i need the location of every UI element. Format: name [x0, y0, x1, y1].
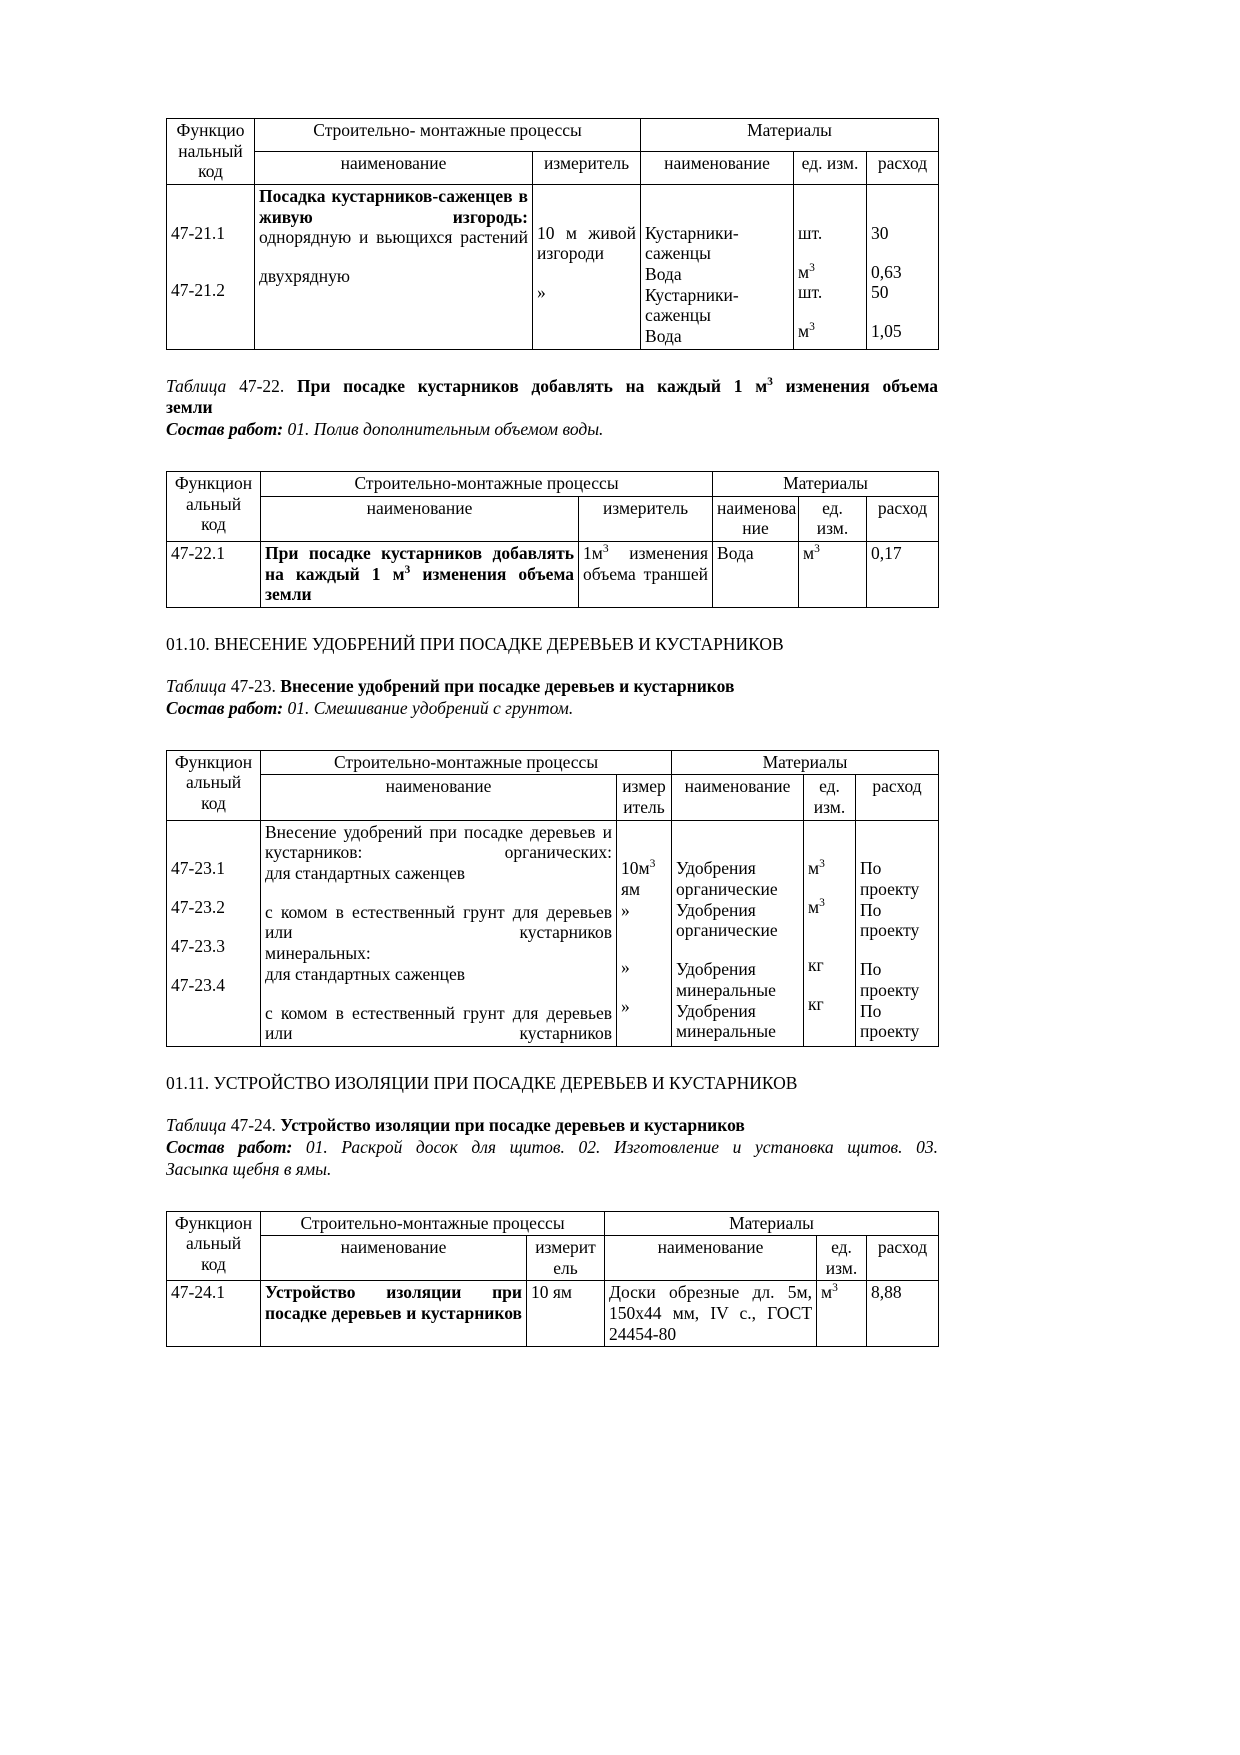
header-materials: Материалы [605, 1211, 939, 1236]
works-label: Состав работ: [166, 419, 284, 440]
process-47-23-3: для стандартных саженцев [265, 963, 466, 984]
header-code-line-3: код [201, 514, 226, 535]
code-47-21-2: 47-21.2 [171, 280, 225, 301]
material-47-23-4: Удобрения [676, 1000, 756, 1021]
caption-47-22-line1 [166, 376, 938, 398]
cell-unit [794, 184, 867, 349]
unit-47-23-2: $м^3$ [808, 897, 825, 918]
unit-47-21-1: шт. [798, 222, 823, 243]
header-functional-code [167, 472, 261, 542]
table-47-24 [166, 1211, 939, 1348]
rate-water-2: 1,05 [871, 321, 902, 342]
material-47-23-4b: минеральные [676, 1021, 776, 1042]
header-construction-processes: Строительно-монтажные процессы [261, 750, 672, 775]
header-code-line-2: альный [185, 772, 242, 793]
header-code-line-2: альный [185, 1233, 242, 1254]
subheader-process-name: наименование [261, 496, 579, 541]
works-text: 01. Полив дополнительным объемом воды. [287, 419, 604, 440]
table-row [167, 542, 939, 608]
process-group-organic: Внесение удобрений при посадке деревьев и кустарников: органических: [265, 821, 612, 863]
cell-unit: $м^3$ [817, 1281, 867, 1347]
cell-unit [804, 820, 856, 1047]
header-code-line-3: код [201, 1253, 226, 1274]
table-header-row [167, 119, 939, 152]
subheader-rate: расход [856, 775, 939, 820]
caption-47-24-line1 [166, 1115, 938, 1137]
works-composition-47-24-line2: Засыпка щебня в ямы. [166, 1158, 332, 1179]
table-row [167, 1281, 939, 1347]
code-47-23-4: 47-23.4 [171, 975, 225, 996]
meter-47-23-3: » [621, 956, 630, 977]
cell-process: Устройство изоляции при посадке деревьев и кустарников [261, 1281, 527, 1347]
cell-code [167, 184, 255, 349]
subheader-meter: измер итель [617, 775, 672, 820]
material-water-2: Вода [645, 325, 682, 346]
header-code-line-1: Функцио [176, 120, 245, 140]
caption-title: Устройство изоляции при посадке деревьев и кустарников [280, 1114, 745, 1135]
cell-rate: 8,88 [867, 1281, 939, 1347]
table-47-21 [166, 118, 939, 350]
material-47-21-1: Кустарники-саженцы [645, 222, 739, 264]
table-header-row [167, 1211, 939, 1236]
code-47-21-1: 47-21.1 [171, 222, 225, 243]
header-materials: Материалы [641, 119, 939, 152]
caption-label: Таблица [166, 1114, 227, 1135]
table-subheader-row [167, 775, 939, 820]
rate-47-23-1: По [860, 858, 882, 879]
table-subheader-row [167, 1236, 939, 1281]
subheader-material-name: наименова ние [713, 496, 799, 541]
works-composition-47-22 [166, 419, 938, 441]
caption-number: 47-22. [239, 375, 285, 396]
unit-47-23-1: $м^3$ [808, 858, 825, 879]
cell-unit: $м^3$ [799, 542, 867, 608]
caption-title: Внесение удобрений при посадке деревьев и кустарников [280, 675, 735, 696]
meter-47-23-1: $10м^3$ [621, 858, 656, 879]
caption-number: 47-24. [230, 1114, 276, 1135]
table-header-row [167, 472, 939, 497]
header-code-line-3: код [198, 161, 223, 182]
subheader-material-name: наименование [672, 775, 804, 820]
cell-code: 47-24.1 [167, 1281, 261, 1347]
rate-47-23-4b: проекту [860, 1021, 920, 1042]
cell-rate [867, 184, 939, 349]
header-functional-code [167, 119, 255, 185]
material-47-23-2: Удобрения [676, 899, 756, 920]
process-47-21-2: двухрядную [259, 266, 350, 287]
process-47-23-4: с комом в естественный грунт для деревьев или кустарников [265, 1002, 612, 1044]
rate-47-23-1b: проекту [860, 878, 920, 899]
header-materials: Материалы [713, 472, 939, 497]
cell-meter: $10м^3$ ям » » » [617, 820, 672, 1047]
material-47-23-1: Удобрения [676, 858, 756, 879]
works-text-line1: 01. Раскрой досок для щитов. 02. Изготовление и установка щитов. 03. [305, 1136, 938, 1157]
subheader-meter: измеритель [579, 496, 713, 541]
process-group-title: Посадка кустарников-саженцев в живую изгородь: [259, 185, 528, 227]
subheader-meter: измеритель [533, 151, 641, 184]
header-construction-processes: Строительно- монтажные процессы [255, 119, 641, 152]
table-row [167, 184, 939, 349]
rate-47-23-2b: проекту [860, 920, 920, 941]
material-47-23-1b: органические [676, 878, 778, 899]
process-47-23-2: с комом в естественный грунт для деревьев или кустарников [265, 901, 612, 943]
unit-47-23-3: кг [808, 954, 824, 975]
header-code-line-2: альный [185, 493, 242, 514]
material-47-23-3: Удобрения [676, 959, 756, 980]
caption-title: При посадке кустарников добавлять на каждый 1 $м^3$ изменения объема [297, 375, 939, 396]
subheader-rate: расход [867, 151, 939, 184]
rate-47-21-1: 30 [871, 222, 889, 243]
subheader-unit: ед. изм. [794, 151, 867, 184]
header-code-line-1: Функцион [174, 1212, 253, 1233]
cell-material [641, 184, 794, 349]
subheader-process-name: наименование [261, 775, 617, 820]
header-materials: Материалы [672, 750, 939, 775]
process-47-21-1: однорядную и вьющихся растений [259, 227, 528, 248]
subheader-process-name: наименование [261, 1236, 527, 1281]
header-code-line-1: Функцион [174, 751, 253, 772]
header-code-line-1: Функцион [174, 473, 253, 494]
document-page [166, 118, 938, 1347]
header-functional-code [167, 750, 261, 820]
works-label: Состав работ: [166, 697, 284, 718]
subheader-unit: ед. изм. [817, 1236, 867, 1281]
code-47-23-1: 47-23.1 [171, 858, 225, 879]
header-code-line-3: код [201, 792, 226, 813]
rate-47-23-4: По [860, 1000, 882, 1021]
header-construction-processes: Строительно-монтажные процессы [261, 1211, 605, 1236]
cell-material: Вода [713, 542, 799, 608]
meter-47-23-4: » [621, 995, 630, 1016]
rate-47-23-2: По [860, 899, 882, 920]
cell-meter: $1м^3$ изменения объема траншей [579, 542, 713, 608]
subheader-meter: измерит ель [527, 1236, 605, 1281]
subheader-process-name: наименование [255, 151, 533, 184]
unit-47-23-4: кг [808, 993, 824, 1014]
unit-water-1: $м^3$ [798, 261, 815, 282]
material-47-21-2: Кустарники-саженцы [645, 284, 739, 326]
cell-code: 47-22.1 [167, 542, 261, 608]
cell-material [672, 820, 804, 1047]
caption-47-23 [166, 676, 938, 720]
material-water-1: Вода [645, 263, 682, 284]
table-47-22 [166, 471, 939, 608]
caption-47-23-line1 [166, 676, 938, 698]
process-47-23-1: для стандартных саженцев [265, 862, 466, 883]
table-row [167, 820, 939, 1047]
process-group-mineral: минеральных: [265, 943, 371, 964]
subheader-unit: ед. изм. [799, 496, 867, 541]
meter-47-21-1: 10 м живой изгороди [537, 222, 637, 264]
subheader-rate: расход [867, 1236, 939, 1281]
cell-meter: 10 ям [527, 1281, 605, 1347]
cell-process: При посадке кустарников добавлять на каждый 1 $м^3$ изменения объема земли [261, 542, 579, 608]
table-subheader-row [167, 496, 939, 541]
rate-47-23-3b: проекту [860, 979, 920, 1000]
cell-material: Доски обрезные дл. 5м, 150х44 мм, IV с., ГОСТ 24454-80 [605, 1281, 817, 1347]
unit-water-2: $м^3$ [798, 321, 815, 342]
unit-47-21-2: шт. [798, 282, 823, 303]
subheader-material-name: наименование [605, 1236, 817, 1281]
works-text: 01. Смешивание удобрений с грунтом. [287, 697, 574, 718]
rate-47-21-2: 50 [871, 282, 889, 303]
cell-process [255, 184, 533, 349]
cell-rate: 0,17 [867, 542, 939, 608]
subheader-unit: ед. изм. [804, 775, 856, 820]
caption-47-22-line2: земли [166, 397, 213, 418]
material-47-23-2b: органические [676, 920, 778, 941]
header-code-line-2: нальный [178, 140, 243, 161]
code-47-23-3: 47-23.3 [171, 936, 225, 957]
caption-label: Таблица [166, 375, 227, 396]
table-47-23 [166, 750, 939, 1047]
table-subheader-row [167, 151, 939, 184]
caption-47-24 [166, 1115, 938, 1181]
caption-47-22 [166, 376, 938, 442]
code-47-23-2: 47-23.2 [171, 897, 225, 918]
works-label: Состав работ: [166, 1136, 293, 1157]
meter-47-23-2: » [621, 899, 630, 920]
rate-47-23-3: По [860, 959, 882, 980]
works-composition-47-23 [166, 698, 938, 720]
header-functional-code [167, 1211, 261, 1281]
cell-meter [533, 184, 641, 349]
caption-number: 47-23. [230, 675, 276, 696]
section-heading-01-11: 01.11. УСТРОЙСТВО ИЗОЛЯЦИИ ПРИ ПОСАДКЕ ДЕРЕВЬЕВ И КУСТАРНИКОВ [166, 1073, 798, 1094]
cell-rate [856, 820, 939, 1047]
header-construction-processes: Строительно-монтажные процессы [261, 472, 713, 497]
table-header-row [167, 750, 939, 775]
meter-47-21-2: » [537, 282, 546, 303]
caption-label: Таблица [166, 675, 227, 696]
cell-process [261, 820, 617, 1047]
section-heading-01-10: 01.10. ВНЕСЕНИЕ УДОБРЕНИЙ ПРИ ПОСАДКЕ ДЕРЕВЬЕВ И КУСТАРНИКОВ [166, 633, 784, 654]
rate-water-1: 0,63 [871, 261, 902, 282]
works-composition-47-24-line1 [166, 1137, 938, 1159]
material-47-23-3b: минеральные [676, 979, 776, 1000]
subheader-material-name: наименование [641, 151, 794, 184]
cell-code [167, 820, 261, 1047]
subheader-rate: расход [867, 496, 939, 541]
